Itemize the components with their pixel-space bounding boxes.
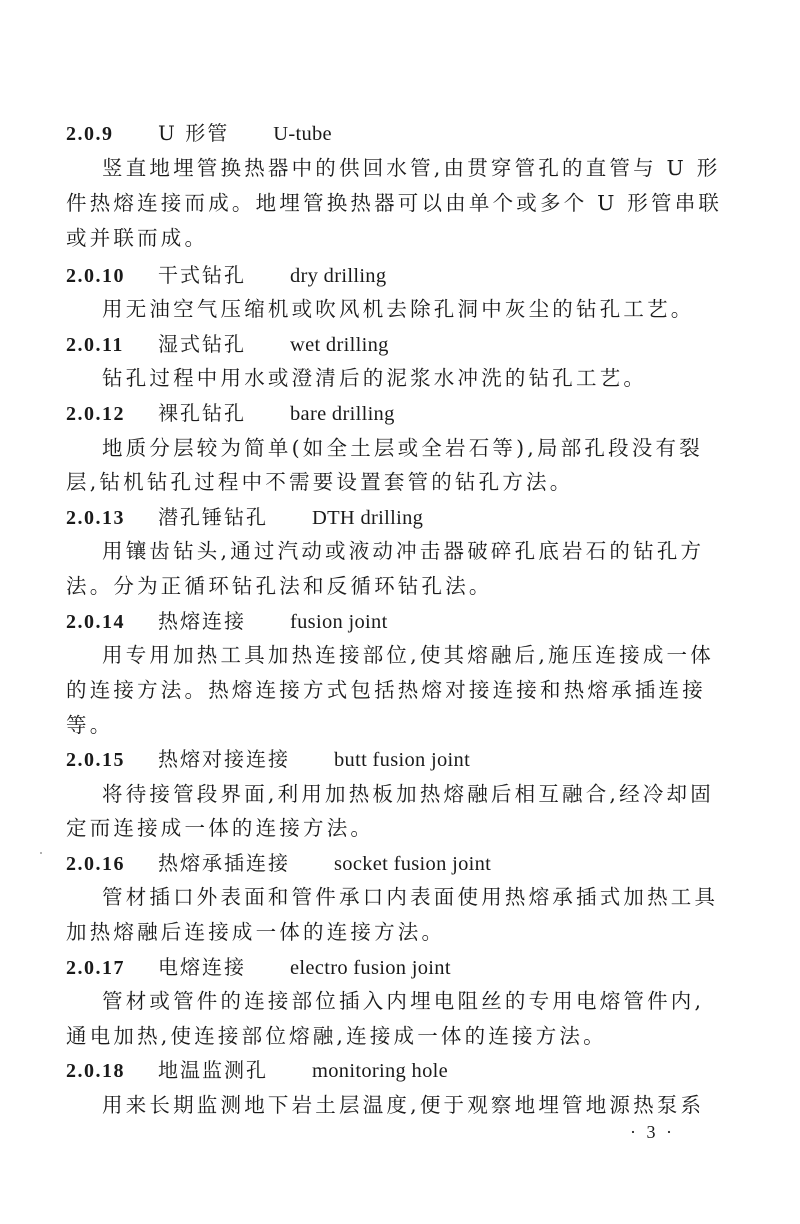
body-line: 的连接方法。热熔连接方式包括热熔对接连接和热熔承插连接: [66, 678, 706, 702]
body-line: 管材或管件的连接部位插入内埋电阻丝的专用电熔管件内,: [102, 989, 705, 1013]
section-number: 2.0.14: [66, 611, 125, 633]
term-zh: 潜孔锤钻孔: [158, 505, 268, 529]
term-en: wet drilling: [290, 334, 389, 356]
term-en: fusion joint: [290, 611, 388, 633]
section-number: 2.0.17: [66, 957, 125, 979]
body-line: 用来长期监测地下岩土层温度,便于观察地埋管地源热泵系: [102, 1093, 705, 1117]
term-en: bare drilling: [290, 403, 395, 425]
term-zh: 热熔承插连接: [158, 851, 290, 875]
term-zh: 裸孔钻孔: [158, 401, 246, 425]
section-heading: [66, 604, 388, 638]
term-zh: 地温监测孔: [158, 1058, 268, 1082]
section-heading: [66, 950, 451, 984]
body-line: 等。: [66, 713, 114, 737]
body-line: 用无油空气压缩机或吹风机去除孔洞中灰尘的钻孔工艺。: [102, 297, 695, 321]
body-line: 管材插口外表面和管件承口内表面使用热熔承插式加热工具: [102, 885, 719, 909]
section-number: 2.0.16: [66, 853, 125, 875]
term-zh: 热熔连接: [158, 609, 246, 633]
section-number: 2.0.12: [66, 403, 125, 425]
page-number: · 3 ·: [630, 1122, 675, 1142]
section-heading: [66, 500, 423, 534]
body-line: 竖直地埋管换热器中的供回水管,由贯穿管孔的直管与 U 形: [102, 156, 721, 180]
body-line: 钻孔过程中用水或澄清后的泥浆水冲洗的钻孔工艺。: [102, 366, 648, 390]
term-en: socket fusion joint: [334, 853, 492, 875]
body-line: 法。分为正循环钻孔法和反循环钻孔法。: [66, 574, 493, 598]
section-heading: [66, 1053, 448, 1087]
section-number: 2.0.18: [66, 1060, 125, 1082]
section-number: 2.0.13: [66, 507, 125, 529]
body-line: 层,钻机钻孔过程中不需要设置套管的钻孔方法。: [66, 470, 574, 494]
body-line: 或并联而成。: [66, 226, 209, 250]
body-line: 定而连接成一体的连接方法。: [66, 816, 375, 840]
term-zh: 电熔连接: [158, 955, 246, 979]
term-en: U-tube: [273, 123, 332, 145]
section-heading: [66, 846, 491, 880]
term-en: butt fusion joint: [334, 749, 471, 771]
term-en: electro fusion joint: [290, 957, 451, 979]
scan-speck: [40, 852, 42, 854]
term-en: dry drilling: [290, 265, 387, 287]
term-zh: 热熔对接连接: [158, 747, 290, 771]
term-zh: 湿式钻孔: [158, 332, 246, 356]
section-heading: [66, 258, 386, 292]
body-line: 用专用加热工具加热连接部位,使其熔融后,施压连接成一体: [102, 643, 714, 667]
term-zh: 干式钻孔: [158, 263, 246, 287]
body-line: 用镶齿钻头,通过汽动或液动冲击器破碎孔底岩石的钻孔方: [102, 539, 705, 563]
body-line: 加热熔融后连接成一体的连接方法。: [66, 920, 446, 944]
body-line: 通电加热,使连接部位熔融,连接成一体的连接方法。: [66, 1024, 607, 1048]
section-number: 2.0.15: [66, 749, 125, 771]
section-heading: [66, 396, 395, 430]
section-number: 2.0.10: [66, 265, 125, 287]
term-en: DTH drilling: [312, 507, 424, 529]
body-line: 件热熔连接而成。地埋管换热器可以由单个或多个 U 形管串联: [66, 191, 723, 215]
section-heading: [66, 116, 332, 150]
section-heading: [66, 742, 470, 776]
term-zh: U 形管: [158, 121, 230, 145]
body-line: 地质分层较为简单(如全土层或全岩石等),局部孔段没有裂: [102, 436, 703, 460]
body-line: 将待接管段界面,利用加热板加热熔融后相互融合,经冷却固: [102, 782, 714, 806]
section-number: 2.0.9: [66, 123, 114, 145]
term-en: monitoring hole: [312, 1060, 449, 1082]
section-heading: [66, 327, 389, 361]
section-number: 2.0.11: [66, 334, 124, 356]
